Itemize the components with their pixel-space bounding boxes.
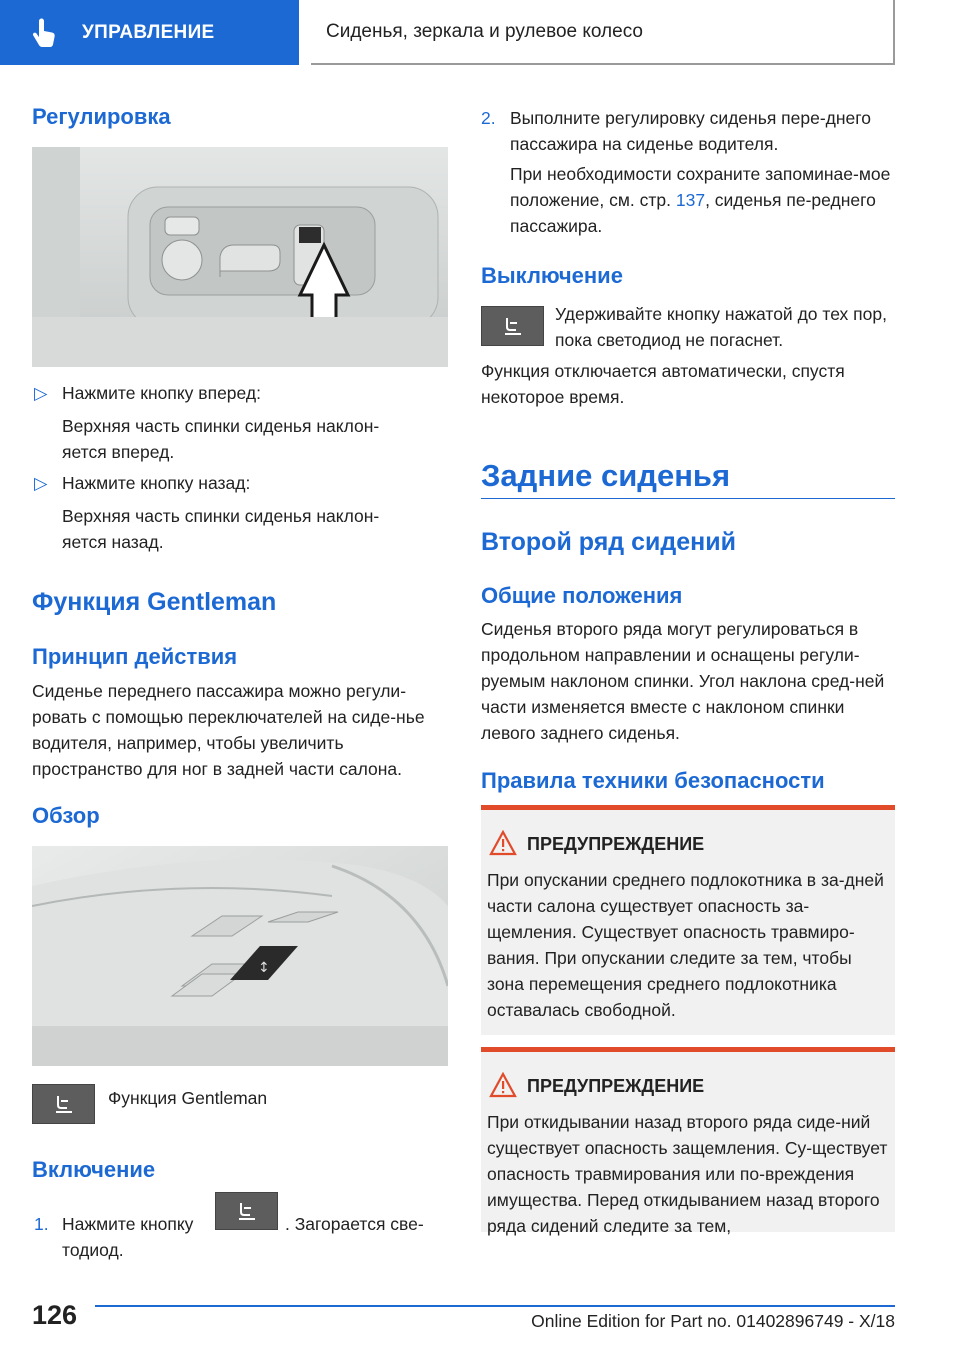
heading-principle: Принцип действия <box>32 644 238 669</box>
page-ref-link[interactable]: 137 <box>675 190 706 210</box>
adjust-item-desc: Верхняя часть спинки сиденья наклон-яется вперед. <box>62 416 380 462</box>
gentleman-button-icon <box>215 1192 278 1230</box>
disable-text: Удерживайте кнопку нажатой до тех пор, пока светодиод не погаснет. <box>555 304 887 350</box>
heading-overview: Обзор <box>32 803 100 828</box>
general-text: Сиденья второго ряда могут регулироваться в продольном направлении и оснащены регули-руемым наклоном спинки. Угол наклона сред-ней части изменяется вместе с наклоном спинки левого заднего сиденья. <box>481 619 885 743</box>
heading-adjust: Регулировка <box>32 104 171 129</box>
heading-second-row: Второй ряд сидений <box>481 528 736 556</box>
principle-text: Сиденье переднего пассажира можно регули-ровать с помощью переключателей на сиде-нье водителя, например, чтобы увеличить пространство для ног в задней части салона. <box>32 681 425 779</box>
gentleman-button-icon <box>32 1084 95 1124</box>
page-number: 126 <box>32 1300 78 1330</box>
step1-text: Нажмите кнопку <box>62 1214 194 1234</box>
step-number: 1. <box>34 1214 49 1234</box>
warning-title: ПРЕДУПРЕЖДЕНИЕ <box>527 1076 705 1096</box>
warning-box <box>481 805 895 1035</box>
heading-disable: Выключение <box>481 263 623 288</box>
triangle-bullet-icon: ▷ <box>34 383 48 403</box>
step2-note <box>510 161 895 239</box>
step2-text: Выполните регулировку сиденья пере-днего пассажира на сиденье водителя. <box>510 108 871 154</box>
heading-rear-seats: Задние сиденья <box>481 458 731 493</box>
svg-text:↕: ↕ <box>258 960 270 976</box>
heading-gentleman: Функция Gentleman <box>32 588 277 616</box>
adjust-item-desc: Верхняя часть спинки сиденья наклон-яется назад. <box>62 506 380 552</box>
section-label: УПРАВЛЕНИЕ <box>82 21 215 43</box>
step1-text-line2: тодиод. <box>62 1240 124 1260</box>
page-header-title: Сиденья, зеркала и рулевое колесо <box>311 0 895 65</box>
warning-title: ПРЕДУПРЕЖДЕНИЕ <box>527 834 705 854</box>
gentleman-button-icon <box>481 306 544 346</box>
warning-text: При откидывании назад второго ряда сиде-ний существует опасность защемления. Су-ществует опасность травмирования или по-вреждения имущества. Перед откидыванием назад второго ряда сидений следите за тем, <box>487 1112 888 1236</box>
auto-off-text: Функция отключается автоматически, спустя некоторое время. <box>481 361 845 407</box>
heading-safety: Правила техники безопасности <box>481 768 825 793</box>
footer-rule <box>95 1305 895 1333</box>
warning-text: При опускании среднего подлокотника в за-дней части салона существует опасность за-щемления. Существует опасность травмиро-вания. При опускании следите за тем, чтобы зона перемещения среднего подлокотника оставалась свободной. <box>487 870 884 1020</box>
hand-pointer-icon <box>30 18 70 48</box>
section-tab[interactable] <box>0 0 299 65</box>
icon-caption: Функция Gentleman <box>108 1088 268 1108</box>
heading-general: Общие положения <box>481 583 683 608</box>
warning-triangle-icon <box>489 1072 517 1103</box>
edition-text: Online Edition for Part no. 01402896749 - X/18 <box>531 1311 895 1331</box>
adjust-item-title: Нажмите кнопку вперед: <box>62 383 261 403</box>
step2-note-post: , сиденья пе-реднего пассажира. <box>510 190 876 236</box>
triangle-bullet-icon: ▷ <box>34 473 48 493</box>
step2-note-pre: При необходимости сохраните запоминае-мое положение, см. стр. <box>510 164 891 210</box>
heading-enable: Включение <box>32 1157 156 1182</box>
step1-text-cont: . Загорается све- <box>285 1214 424 1234</box>
warning-triangle-icon <box>489 830 517 861</box>
step-number: 2. <box>481 108 496 128</box>
warning-box <box>481 1047 895 1236</box>
seat-switch-photo <box>32 147 448 367</box>
adjust-item-title: Нажмите кнопку назад: <box>62 473 251 493</box>
gentleman-switch-photo <box>32 846 448 1066</box>
heading-underline <box>481 498 895 499</box>
